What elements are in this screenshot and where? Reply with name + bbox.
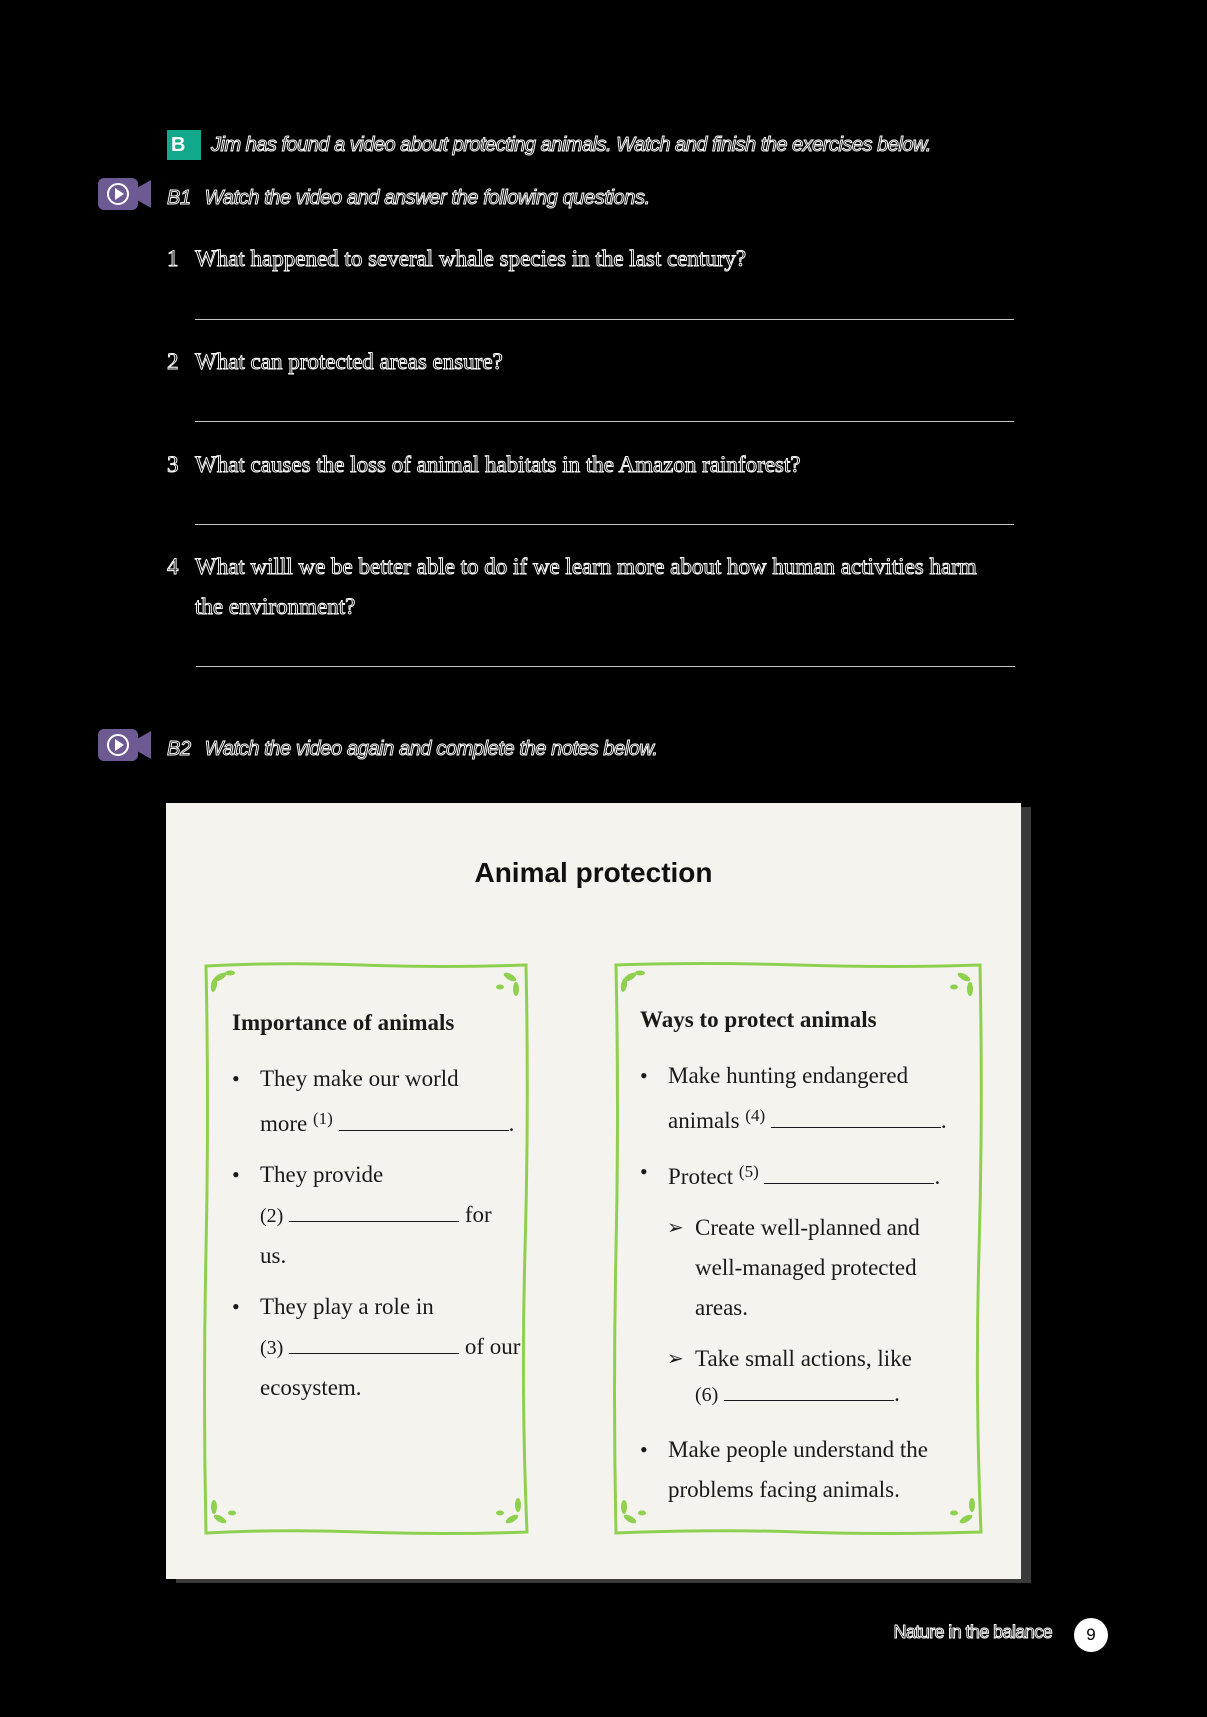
ways-heading: Ways to protect animals (640, 1007, 877, 1032)
exercise-code: B2 (167, 738, 191, 760)
importance-list (260, 1059, 530, 1408)
answer-line-4[interactable] (196, 666, 1015, 667)
sub-item-continuation: areas. (695, 1295, 748, 1320)
page-number: 9 (1074, 1618, 1108, 1652)
question-text: What can protected areas ensure? (195, 349, 503, 374)
list-item-continuation: (3) of our (260, 1334, 521, 1359)
section-b-heading (167, 130, 931, 160)
exercise-instruction: Watch the video and answer the following questions. (204, 187, 650, 209)
blank-1[interactable] (339, 1112, 509, 1131)
list-item: • Make people understand the (668, 1430, 984, 1470)
blank-5[interactable] (764, 1165, 934, 1184)
section-instruction: Jim has found a video about protecting animals. Watch and finish the exercises below. (211, 133, 931, 156)
question-number: 3 (167, 452, 179, 477)
list-item-continuation: animals $^{(4)}$ . (668, 1106, 947, 1133)
notes-title: Animal protection (474, 857, 713, 888)
question-text: What causes the loss of animal habitats in the Amazon rainforest? (195, 452, 801, 477)
chapter-title: Nature in the balance (893, 1622, 1052, 1642)
ways-frame (612, 961, 984, 1536)
video-play-icon[interactable] (97, 176, 153, 212)
question-text: What happened to several whale species in the last century? (195, 246, 747, 271)
notes-card (166, 803, 1021, 1579)
answer-line-1[interactable] (195, 319, 1014, 320)
ways-list (668, 1056, 984, 1510)
blank-4[interactable] (771, 1109, 941, 1128)
list-item: • They provide (260, 1155, 530, 1195)
sub-item-continuation: well-managed protected (695, 1255, 917, 1280)
list-item: • Protect $^{(5)}$ . (668, 1152, 984, 1197)
list-item: • Make hunting endangered (668, 1056, 984, 1096)
list-item-continuation: (2) for (260, 1202, 492, 1227)
importance-frame (202, 961, 530, 1536)
sub-item: ➢ Take small actions, like (695, 1339, 984, 1379)
list-item-continuation: ecosystem. (260, 1375, 362, 1400)
sub-item: ➢ Create well-planned and (695, 1208, 984, 1248)
exercise-b2-heading (167, 738, 658, 761)
blank-3[interactable] (289, 1335, 459, 1354)
list-item-continuation: us. (260, 1243, 287, 1268)
list-item: • They make our world (260, 1059, 530, 1099)
answer-line-3[interactable] (195, 524, 1014, 525)
exercise-instruction: Watch the video again and complete the notes below. (204, 738, 658, 760)
question-number: 1 (167, 246, 179, 271)
sub-item-continuation: (6) . (695, 1381, 900, 1406)
list-item-continuation: problems facing animals. (668, 1477, 900, 1502)
importance-heading: Importance of animals (232, 1010, 455, 1035)
list-item-continuation: more $^{(1)}$ . (260, 1109, 515, 1136)
section-badge: B (167, 130, 201, 160)
exercise-b1-heading (167, 187, 650, 210)
question-text: What willl we be better able to do if we learn more about how human activities harm the environment? (195, 554, 977, 619)
answer-line-2[interactable] (195, 421, 1014, 422)
video-play-icon[interactable] (97, 727, 153, 763)
question-number: 4 (167, 554, 179, 579)
blank-6[interactable] (724, 1382, 894, 1401)
list-item: • They play a role in (260, 1287, 530, 1327)
blank-2[interactable] (289, 1203, 459, 1222)
question-number: 2 (167, 349, 179, 374)
exercise-code: B1 (167, 187, 191, 209)
